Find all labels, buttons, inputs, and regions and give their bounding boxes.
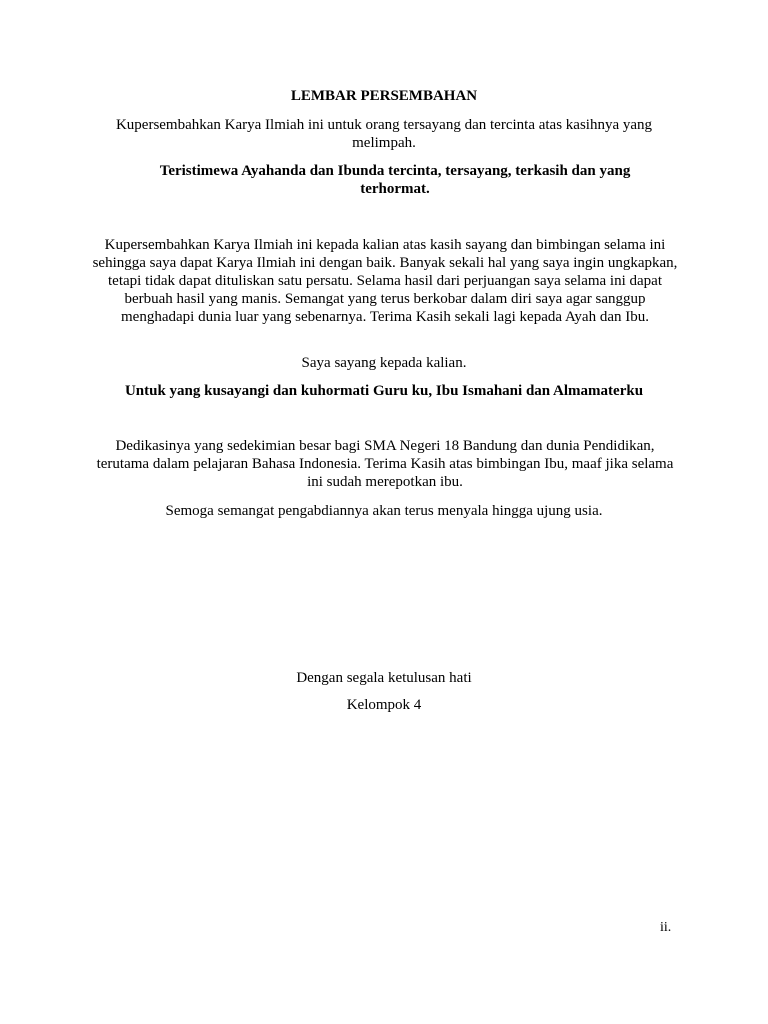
love-line: Saya sayang kepada kalian. xyxy=(301,355,467,371)
signature-line: Kelompok 4 xyxy=(346,697,422,713)
teacher-dedication-heading: Untuk yang kusayangi dan kuhormati Guru ku, Ibu Ismahani dan Almamaterku xyxy=(124,383,644,399)
page-number: ii. xyxy=(660,920,672,935)
parents-dedication-heading: Teristimewa Ayahanda dan Ibunda tercinta, tersayang, terkasih dan yang terhormat. xyxy=(159,163,631,197)
parents-paragraph: Kupersembahkan Karya Ilmiah ini kepada kalian atas kasih sayang dan bimbingan selama ini sehingga saya dapat Karya Ilmiah ini dengan baik. Banyak sekali hal yang saya ingin ungkapkan, tetapi tidak dapat dituliskan satu persatu. Selama hasil dari perjuangan saya selama ini dapat berbuah hasil yang manis. Semangat yang terus berkobar dalam diri saya agar sanggup menghadapi dunia luar yang sebenarnya. Terima Kasih sekali lagi kepada Ayah dan Ibu. xyxy=(92,237,678,325)
page-title: LEMBAR PERSEMBAHAN xyxy=(290,88,478,104)
closing-line: Dengan segala ketulusan hati xyxy=(296,670,472,686)
teacher-paragraph: Dedikasinya yang sedekimian besar bagi SMA Negeri 18 Bandung dan dunia Pendidikan, terutama dalam pelajaran Bahasa Indonesia. Terima Kasih atas bimbingan Ibu, maaf jika selama ini sudah merepotkan ibu. xyxy=(96,438,674,490)
hope-line: Semoga semangat pengabdiannya akan terus menyala hingga ujung usia. xyxy=(165,503,603,519)
intro-paragraph: Kupersembahkan Karya Ilmiah ini untuk orang tersayang dan tercinta atas kasihnya yang melimpah. xyxy=(115,117,653,151)
